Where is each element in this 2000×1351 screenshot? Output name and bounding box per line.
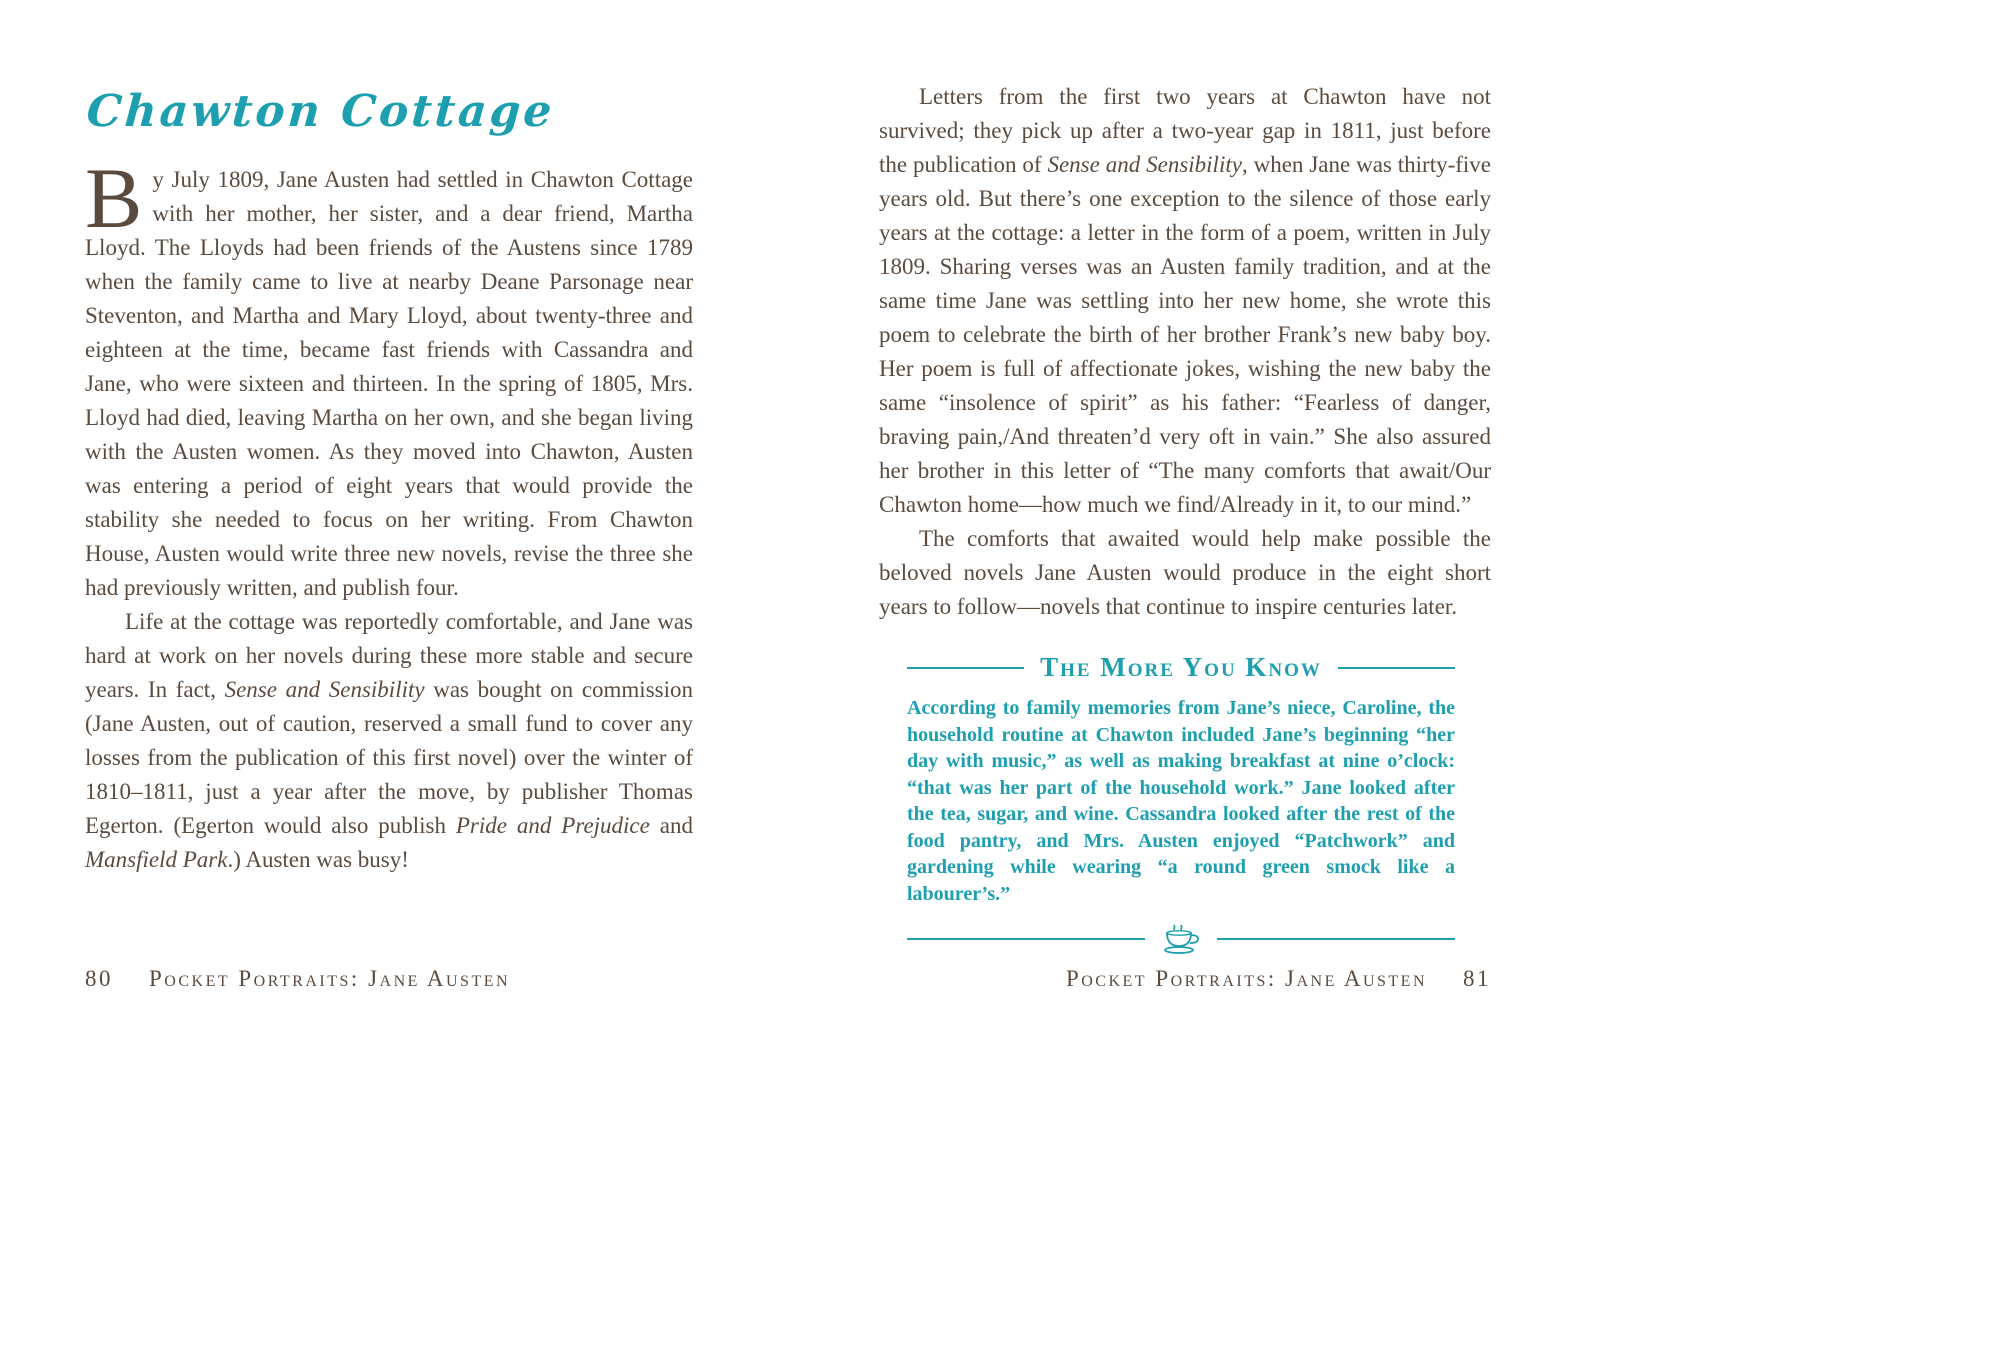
right-page (879, 80, 1491, 955)
sidebar-heading: The More You Know (1040, 652, 1322, 682)
running-title: Pocket Portraits: Jane Austen (149, 966, 511, 991)
teacup-icon (1159, 923, 1203, 955)
sidebar-body: According to family memories from Jane’s niece, Caroline, the household routine at Chawton included Jane’s beginning “her day with music,” as well as making breakfast at nine o’clock: “that was her part of the household work.” Jane looked after the tea, sugar, and wine. Cassandra looked after the rest of the food pantry, and Mrs. Austen enjoyed “Patchwork” and gardening while wearing “a round green smock like a labourer’s.” (907, 697, 1455, 905)
left-page-body (85, 150, 693, 877)
ornament-row (907, 923, 1455, 955)
heading-rule-left (907, 667, 1024, 669)
page-number: 81 (1463, 966, 1491, 991)
page-number: 80 (85, 966, 113, 991)
right-page-body (879, 80, 1491, 624)
more-you-know-sidebar (879, 652, 1491, 955)
left-page-footer (85, 966, 510, 992)
body-paragraph: Letters from the first two years at Chawton have not survived; they pick up after a two-year gap in 1811, just before the publication of Sense and Sensibility, when Jane was thirty-five years old. But there’s one exception to the silence of those early years at the cottage: a letter in the form of a poem, written in July 1809. Sharing verses was an Austen family tradition, and at the same time Jane was settling into her new home, she wrote this poem to celebrate the birth of her brother Frank’s new baby boy. Her poem is full of affectionate jokes, wishing the new baby the same “insolence of spirit” as his father: “Fearless of danger, braving pain,/And threaten’d very oft in vain.” She also assured her brother in this letter of “The many comforts that await/Our Chawton home—how much we find/Already in it, to our mind.” (879, 84, 1492, 517)
body-paragraph: The comforts that awaited would help make possible the beloved novels Jane Austen would produce in the eight short years to follow—novels that continue to inspire centuries later. (879, 526, 1491, 619)
ornament-rule-right (1217, 938, 1455, 940)
chapter-title: Chawton Cottage (85, 86, 557, 137)
left-page (85, 86, 693, 877)
running-title: Pocket Portraits: Jane Austen (1065, 966, 1427, 991)
body-paragraph (85, 150, 693, 605)
paragraph-text: y July 1809, Jane Austen had settled in Chawton Cottage with her mother, her sister, and a dear friend, Martha Lloyd. The Lloyds had been friends of the Austens since 1789 when the family came to live at nearby Deane Parsonage near Steventon, and Martha and Mary Lloyd, about twenty-three and eighteen at the time, became fast friends with Cassandra and Jane, who were sixteen and thirteen. In the spring of 1805, Mrs. Lloyd had died, leaving Martha on her own, and she began living with the Austen women. As they moved into Chawton, Austen was entering a period of eight years that would provide the stability she needed to focus on her writing. From Chawton House, Austen would write three new novels, revise the three she had previously written, and publish four. (85, 167, 693, 600)
sidebar-heading-row (907, 652, 1455, 683)
heading-rule-right (1338, 667, 1455, 669)
ornament-rule-left (907, 938, 1145, 940)
drop-cap: B (85, 150, 143, 246)
body-paragraph: Life at the cottage was reportedly comfortable, and Jane was hard at work on her novels during these more stable and secure years. In fact, Sense and Sensibility was bought on commission (Jane Austen, out of caution, reserved a small fund to cover any losses from the publication of this first novel) over the winter of 1810–1811, just a year after the move, by publisher Thomas Egerton. (Egerton would also publish Pride and Prejudice and Mansfield Park.) Austen was busy! (85, 609, 693, 872)
right-page-footer (879, 966, 1491, 992)
